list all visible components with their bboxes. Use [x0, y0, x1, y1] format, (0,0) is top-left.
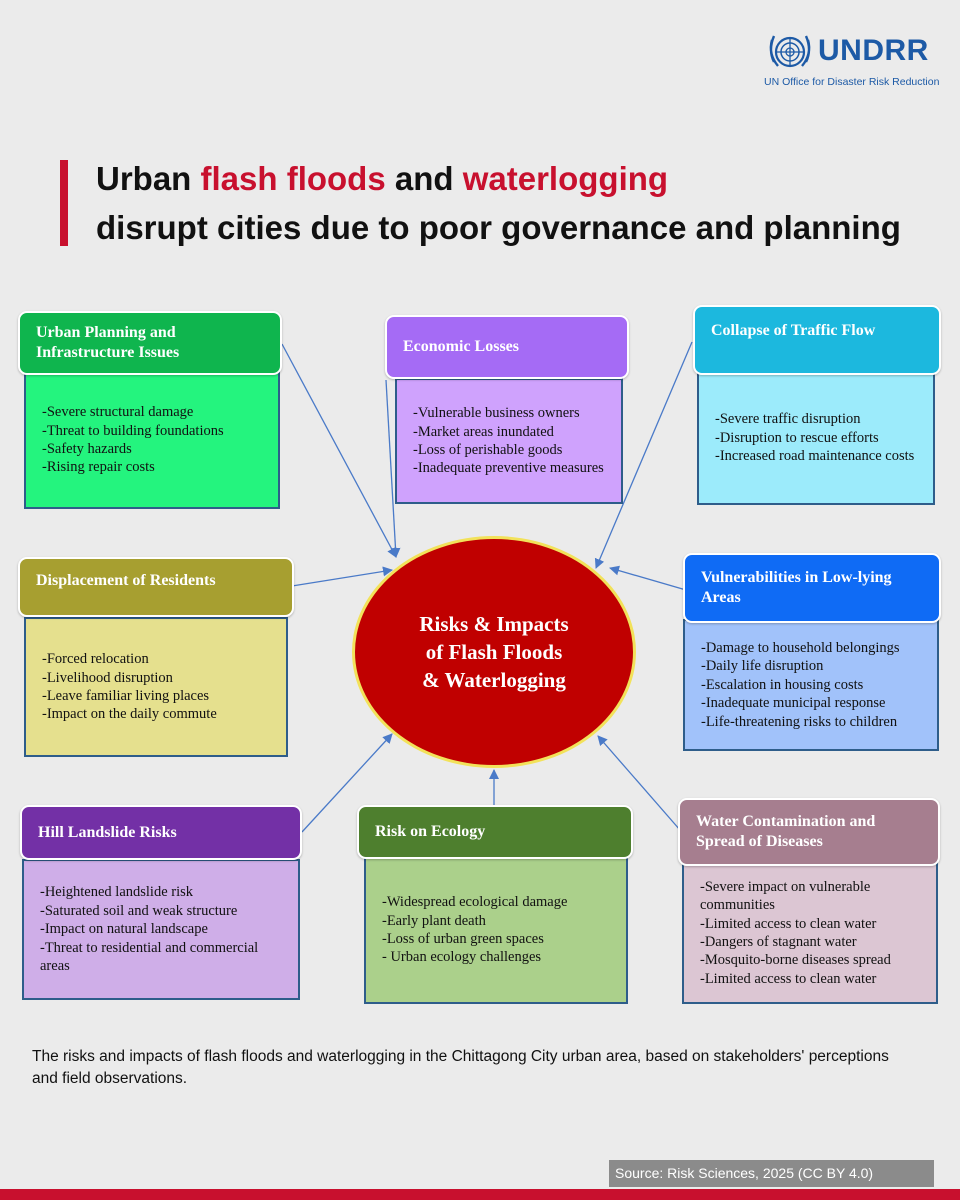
list-item: -Inadequate municipal response	[701, 695, 886, 712]
list-item: -Safety hazards	[42, 441, 132, 457]
node-body	[683, 619, 939, 751]
list-item: -Threat to residential and commercial areas	[40, 939, 259, 975]
list-item: -Impact on natural landscape	[40, 921, 208, 938]
node-header	[357, 805, 633, 859]
arrow-urban-planning	[282, 344, 396, 557]
list-item: -Saturated soil and weak structure	[40, 902, 238, 919]
list-item: -Increased road maintenance costs	[715, 448, 915, 465]
node-title: Displacement of Residents	[36, 572, 216, 589]
node-header	[683, 553, 941, 623]
list-item: -Vulnerable business owners	[413, 405, 580, 422]
bottom-accent-bar	[0, 1189, 960, 1200]
node-body	[682, 862, 938, 1004]
node-title: Urban Planning and	[36, 324, 176, 341]
node-title: Hill Landslide Risks	[38, 823, 177, 841]
center-label	[419, 610, 568, 694]
list-item: -Limited access to clean water	[700, 970, 877, 987]
node-title: Risk on Ecology	[375, 823, 486, 840]
list-item: -Severe impact on vulnerable communities	[700, 878, 871, 914]
list-item: -Leave familiar living places	[42, 688, 210, 704]
title-highlight-flash-floods: flash floods	[200, 160, 386, 197]
list-item: -Damage to household belongings	[701, 639, 900, 656]
node-title: Spread of Diseases	[696, 833, 823, 850]
list-item: -Life-threatening risks to children	[701, 713, 898, 730]
node-title: Areas	[701, 589, 741, 606]
node-body	[24, 617, 288, 757]
center-line-2: of Flash Floods	[425, 640, 563, 664]
list-item: -Threat to building foundations	[42, 422, 224, 439]
node-body	[697, 371, 935, 505]
node-body	[364, 856, 628, 1004]
list-item: -Market areas inundated	[413, 423, 554, 440]
node-header	[693, 305, 941, 375]
center-line-1: Risks & Impacts	[419, 612, 569, 636]
center-risks-impacts	[352, 536, 636, 768]
list-item: -Disruption to rescue efforts	[715, 429, 879, 446]
list-item: -Impact on the daily commute	[42, 706, 217, 723]
list-item: -Loss of perishable goods	[413, 442, 563, 458]
node-title: Collapse of Traffic Flow	[711, 322, 876, 339]
node-body	[24, 371, 280, 509]
node-title: Economic Losses	[403, 338, 519, 355]
list-item: -Limited access to clean water	[700, 915, 877, 932]
node-title: Vulnerabilities in Low-lying	[701, 569, 892, 586]
node-header	[18, 311, 282, 375]
figure-caption: The risks and impacts of flash floods and waterlogging in the Chittagong City urban area, based on stakeholders' perceptions and field observations.	[32, 1048, 889, 1087]
title-highlight-waterlogging: waterlogging	[462, 160, 669, 197]
list-item: -Inadequate preventive measures	[413, 460, 604, 477]
source-credit: Source: Risk Sciences, 2025 (CC BY 4.0)	[609, 1160, 934, 1187]
node-header	[678, 798, 940, 866]
node-header	[385, 315, 629, 379]
title-text-2: and	[385, 160, 463, 197]
list-item: -Escalation in housing costs	[701, 676, 864, 693]
node-header	[20, 805, 302, 860]
list-item: -Severe structural damage	[42, 404, 194, 421]
node-header	[18, 557, 294, 617]
center-line-3: & Waterlogging	[422, 668, 566, 692]
list-item: -Loss of urban green spaces	[382, 931, 544, 947]
logo-acronym: UNDRR	[818, 34, 929, 67]
list-item: -Rising repair costs	[42, 459, 155, 476]
node-body	[22, 859, 300, 1000]
list-item: -Dangers of stagnant water	[700, 934, 857, 950]
arrow-low-lying	[610, 568, 686, 590]
node-title: Infrastructure Issues	[36, 344, 180, 361]
list-item: -Early plant death	[382, 912, 486, 929]
list-item: - Urban ecology challenges	[382, 949, 542, 966]
list-item: -Livelihood disruption	[42, 669, 173, 686]
arrow-displacement	[292, 570, 392, 586]
title-line-2: disrupt cities due to poor governance and planning	[96, 209, 901, 246]
list-item: -Daily life disruption	[701, 658, 824, 675]
logo-full-name: UN Office for Disaster Risk Reduction	[764, 76, 940, 88]
list-item: -Forced relocation	[42, 651, 149, 668]
list-item: -Widespread ecological damage	[382, 894, 568, 911]
list-item: -Severe traffic disruption	[715, 411, 861, 428]
node-body	[395, 378, 623, 504]
list-item: -Heightened landslide risk	[40, 884, 194, 901]
title-text-1: Urban	[96, 160, 201, 197]
list-item: -Mosquito-borne diseases spread	[700, 952, 891, 969]
node-title: Water Contamination and	[696, 813, 876, 830]
